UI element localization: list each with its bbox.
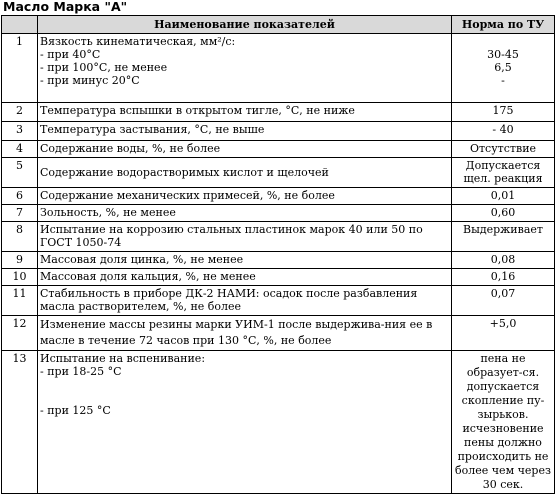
row-number: 2 bbox=[2, 103, 38, 122]
table-row bbox=[2, 158, 555, 188]
page-title: Масло Марка "А" bbox=[3, 0, 128, 14]
row-number: 1 bbox=[2, 34, 38, 103]
norm-value: 0,16 bbox=[452, 269, 555, 286]
specification-table bbox=[1, 15, 555, 494]
norm-value: 0,07 bbox=[452, 286, 555, 316]
table-row bbox=[2, 222, 555, 252]
parameter-name: Температура вспышки в открытом тигле, °С, не ниже bbox=[38, 103, 452, 122]
row-number: 13 bbox=[2, 351, 38, 494]
table-row bbox=[2, 188, 555, 205]
parameter-name: Содержание воды, %, не более bbox=[38, 141, 452, 158]
table-row bbox=[2, 141, 555, 158]
row-number: 5 bbox=[2, 158, 38, 188]
norm-value: Выдерживает bbox=[452, 222, 555, 252]
parameter-name bbox=[38, 351, 452, 494]
row-number: 7 bbox=[2, 205, 38, 222]
norm-line: - bbox=[501, 74, 505, 87]
header-parameter-name: Наименование показателей bbox=[38, 16, 452, 34]
norm-value: - 40 bbox=[452, 122, 555, 141]
parameter-line: - при 100°С, не менее bbox=[40, 61, 168, 74]
table-row bbox=[2, 269, 555, 286]
parameter-line: Вязкость кинематическая, мм²/с: bbox=[40, 35, 236, 48]
row-number: 4 bbox=[2, 141, 38, 158]
norm-value: 175 bbox=[452, 103, 555, 122]
parameter-name: Массовая доля цинка, %, не менее bbox=[38, 252, 452, 269]
row-number: 11 bbox=[2, 286, 38, 316]
parameter-name: Стабильность в приборе ДК-2 НАМИ: осадок после разбавления масла растворителем, %, не более bbox=[38, 286, 452, 316]
table-row bbox=[2, 286, 555, 316]
header-number bbox=[2, 16, 38, 34]
norm-value: 0,08 bbox=[452, 252, 555, 269]
norm-line: 6,5 bbox=[494, 61, 512, 74]
row-number: 8 bbox=[2, 222, 38, 252]
parameter-name: Массовая доля кальция, %, не менее bbox=[38, 269, 452, 286]
table-row bbox=[2, 316, 555, 351]
table-row bbox=[2, 103, 555, 122]
parameter-line: Испытание на вспенивание: bbox=[40, 352, 206, 365]
norm-value: Отсутствие bbox=[452, 141, 555, 158]
norm-value: +5,0 bbox=[452, 316, 555, 351]
norm-value: 0,60 bbox=[452, 205, 555, 222]
norm-value: 0,01 bbox=[452, 188, 555, 205]
table-row bbox=[2, 122, 555, 141]
row-number: 12 bbox=[2, 316, 38, 351]
parameter-name: Зольность, %, не менее bbox=[38, 205, 452, 222]
parameter-name bbox=[38, 34, 452, 103]
row-number: 9 bbox=[2, 252, 38, 269]
parameter-line: Содержание водорастворимых кислот и щелочей bbox=[40, 166, 329, 179]
parameter-name: Содержание механических примесей, %, не более bbox=[38, 188, 452, 205]
parameter-line: - при 40°С bbox=[40, 48, 101, 61]
parameter-name: Температура застывания, °С, не выше bbox=[38, 122, 452, 141]
parameter-line: - при минус 20°С bbox=[40, 74, 140, 87]
table-row bbox=[2, 252, 555, 269]
row-number: 6 bbox=[2, 188, 38, 205]
row-number: 3 bbox=[2, 122, 38, 141]
table-header-row bbox=[2, 16, 555, 34]
norm-value: Допускается щел. реакция bbox=[452, 158, 555, 188]
norm-line: 30-45 bbox=[487, 48, 519, 61]
parameter-name: Испытание на коррозию стальных пластинок марок 40 или 50 по ГОСТ 1050-74 bbox=[38, 222, 452, 252]
table-row bbox=[2, 205, 555, 222]
table-row bbox=[2, 34, 555, 103]
norm-value: пена не образует-ся. допускается скопление пу-зырьков. исчезновение пены должно происходить не более чем через 30 сек. bbox=[452, 351, 555, 494]
row-number: 10 bbox=[2, 269, 38, 286]
header-norm: Норма по ТУ bbox=[452, 16, 555, 34]
table-row bbox=[2, 351, 555, 494]
parameter-name bbox=[38, 158, 452, 188]
norm-value bbox=[452, 34, 555, 103]
parameter-line: - при 18-25 °С bbox=[40, 365, 122, 378]
parameter-name: Изменение массы резины марки УИМ-1 после выдержива-ния ее в масле в течение 72 часов при 130 °С, %, не более bbox=[38, 316, 452, 351]
parameter-line: - при 125 °С bbox=[40, 404, 111, 417]
